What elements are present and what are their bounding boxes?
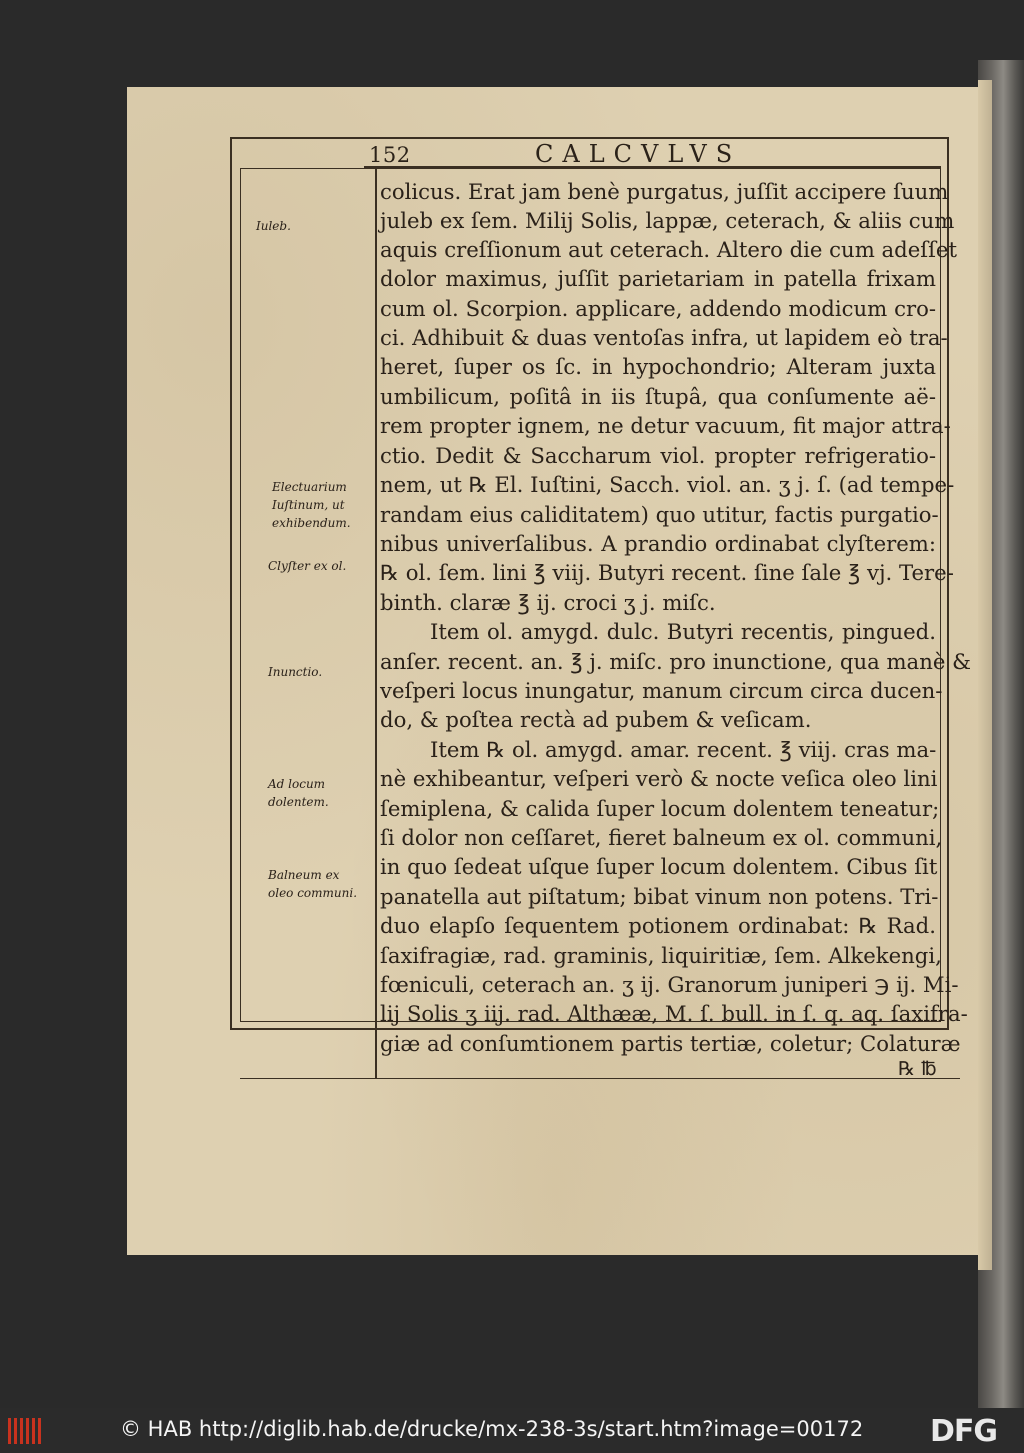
copyright-url-link[interactable]: © HAB http://diglib.hab.de/drucke/mx-238-3s/start.htm?image=00172 <box>120 1417 864 1441</box>
page-edge <box>978 80 992 1270</box>
text-line: duo elapſo ſequentem potionem ordinabat: ℞ Rad. <box>380 913 936 938</box>
text-line: cum ol. Scorpion. applicare, addendo modicum cro- <box>380 296 936 321</box>
text-line: aquis creſſionum aut ceterach. Altero die cum adeſſet <box>380 237 957 262</box>
text-line: ſi dolor non ceſſaret, fieret balneum ex ol. communi, <box>380 825 943 850</box>
text-line: anſer. recent. an. ℥ j. miſc. pro inunctione, qua manè & <box>380 649 971 674</box>
text-line: umbilicum, poſitâ in iis ſtupâ, qua conſumente aë- <box>380 384 936 409</box>
text-line: ſaxifragiæ, rad. graminis, liquiritiæ, ſem. Alkekengi, <box>380 943 942 968</box>
text-line: Item ol. amygd. dulc. Butyri recentis, pingued. <box>430 619 936 644</box>
text-line: juleb ex ſem. Milij Solis, lappæ, ceterach, & aliis cum <box>380 208 955 233</box>
text-line: dolor maximus, juſſit parietariam in patella frixam <box>380 266 936 291</box>
text-line: panatella aut piſtatum; bibat vinum non potens. Tri- <box>380 884 939 909</box>
running-head: CALCVLVS <box>535 140 742 168</box>
text-line: in quo ſedeat uſque ſuper locum dolentem. Cibus ſit <box>380 854 938 879</box>
text-line: heret, ſuper os ſc. in hypochondrio; Alteram juxta <box>380 354 936 379</box>
margin-column-rule <box>375 168 377 1078</box>
margin-note-clyster: Clyſter ex ol. <box>268 559 347 573</box>
text-line: nem, ut ℞ El. Iuſtini, Sacch. viol. an. ʒ j. ſ. (ad tempe- <box>380 472 955 497</box>
text-line: ci. Adhibuit & duas ventoſas infra, ut lapidem eò tra- <box>380 325 948 350</box>
margin-note-inunctio: Inunctio. <box>268 665 323 679</box>
text-line: rem propter ignem, ne detur vacuum, fit major attra- <box>380 413 951 438</box>
text-line: ſemiplena, & calida ſuper locum dolentem teneatur; <box>380 796 940 821</box>
text-line: ctio. Dedit & Saccharum viol. propter refrigeratio- <box>380 443 936 468</box>
bottom-rule <box>240 1078 960 1079</box>
text-line: do, & poſtea rectà ad pubem & veſicam. <box>380 707 812 732</box>
text-line: lij Solis ʒ iij. rad. Althææ, M. ſ. bull. in ſ. q. aq. ſaxifra- <box>380 1001 968 1026</box>
text-line: ℞ ol. ſem. lini ℥ viij. Butyri recent. ſine ſale ℥ vj. Tere- <box>380 560 954 585</box>
catchword: ℞ ℔ <box>898 1058 937 1080</box>
hab-barcode-icon <box>8 1418 42 1444</box>
margin-note-ad-locum: Ad locum dolentem. <box>268 777 329 809</box>
text-line: randam eius caliditatem) quo utitur, factis purgatio- <box>380 502 939 527</box>
text-line: Item ℞ ol. amygd. amar. recent. ℥ viij. cras ma- <box>430 737 937 762</box>
margin-note-balneum: Balneum ex oleo communi. <box>268 868 358 900</box>
text-line: giæ ad conſumtionem partis tertiæ, coletur; Colaturæ <box>380 1031 961 1056</box>
footer-bar <box>0 1408 1024 1453</box>
text-line: nè exhibeantur, veſperi verò & nocte veſica oleo lini <box>380 766 938 791</box>
text-line: veſperi locus inungatur, manum circum circa ducen- <box>380 678 943 703</box>
text-line: colicus. Erat jam benè purgatus, juſſit accipere ſuum <box>380 179 949 204</box>
text-line: binth. claræ ℥ ij. croci ʒ j. miſc. <box>380 590 716 615</box>
margin-note-electuarium: Electuarium Iuſtinum, ut exhibendum. <box>272 480 351 530</box>
dfg-logo: DFG <box>930 1414 998 1449</box>
text-line: nibus univerſalibus. A prandio ordinabat clyſterem: <box>380 531 936 556</box>
margin-note-iuleb: Iuleb. <box>256 219 291 233</box>
text-line: fœniculi, ceterach an. ʒ ij. Granorum juniperi ℈ ij. Mi- <box>380 972 959 997</box>
page-number: 152 <box>369 143 411 167</box>
